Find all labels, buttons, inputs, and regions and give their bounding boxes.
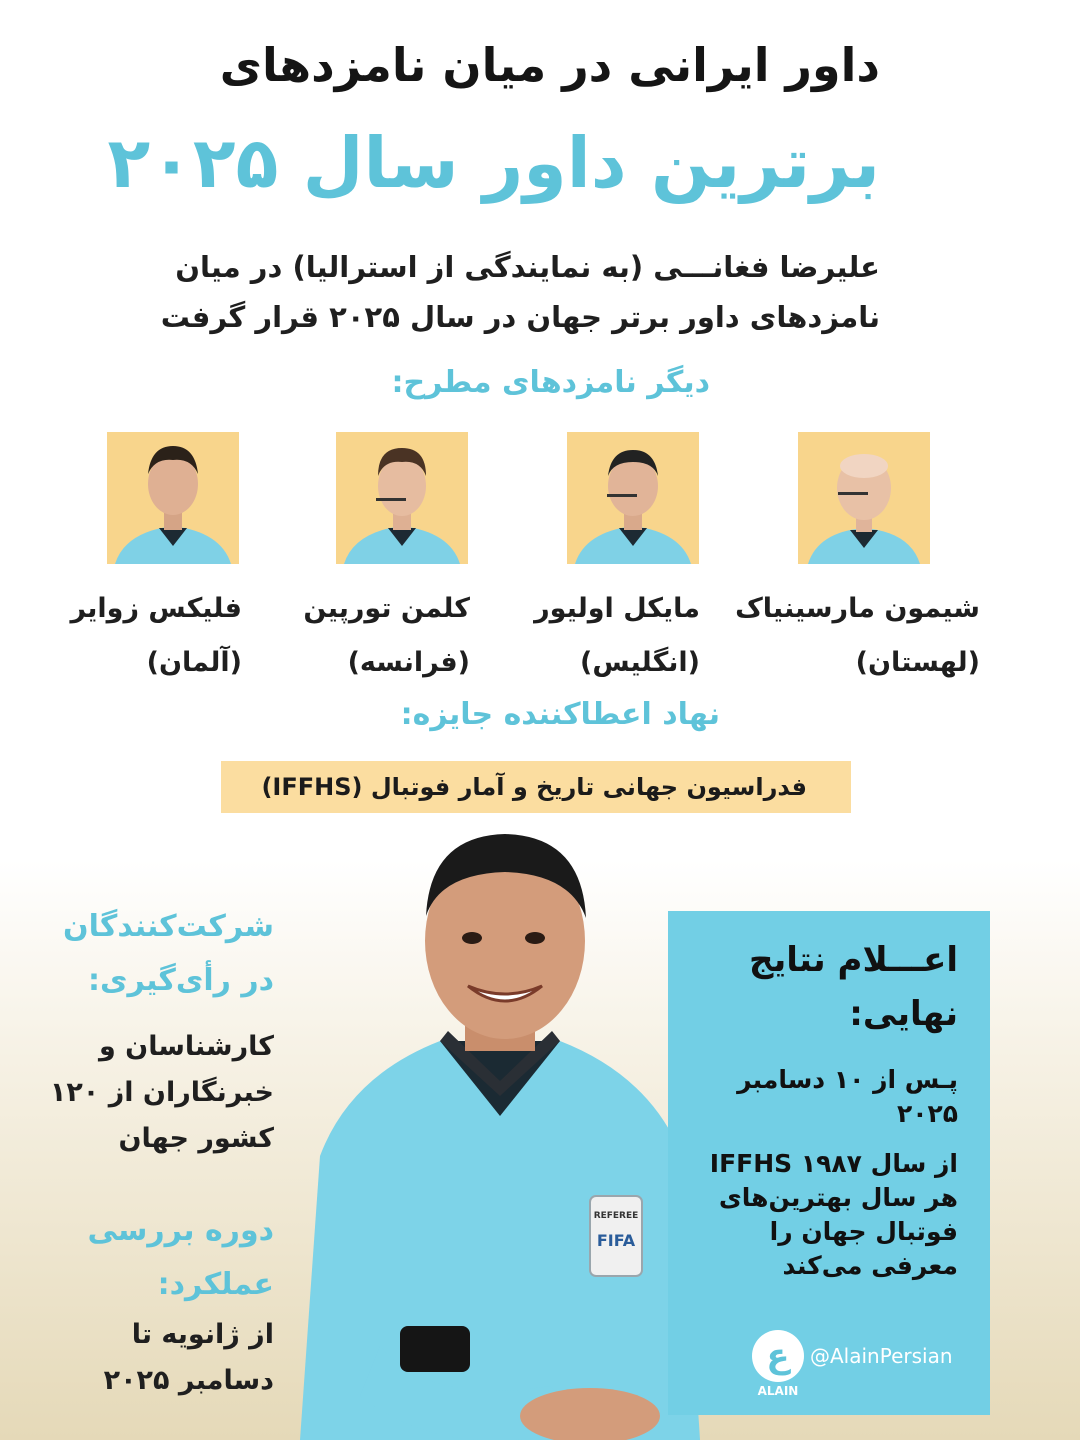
award-body: فدراسیون جهانی تاریخ و آمار فوتبال (IFFHS) xyxy=(221,761,851,813)
candidate-4-name: فلیکس زوایر xyxy=(70,593,242,624)
results-date-2: ۲۰۲۵ xyxy=(896,1099,958,1128)
results-box xyxy=(668,911,990,1415)
candidates-heading: دیگر نامزدهای مطرح: xyxy=(391,365,710,400)
results-info-4: معرفی می‌کند xyxy=(782,1251,958,1280)
voters-text-1: کارشناسان و xyxy=(98,1031,274,1062)
badge-label: REFEREE xyxy=(593,1211,639,1221)
badge-brand: FIFA xyxy=(596,1231,636,1250)
intro-line-2: نامزدهای داور برتر جهان در سال ۲۰۲۵ قرار گرفت xyxy=(160,300,880,334)
main-referee-photo xyxy=(290,826,710,1440)
candidate-3-country: (فرانسه) xyxy=(347,647,470,678)
candidate-1-country: (لهستان) xyxy=(855,647,980,678)
results-info xyxy=(688,1147,958,1283)
candidate-1-name: شیمون مارسینیاک xyxy=(735,593,980,624)
intro-line-1: علیرضا فغانـــی (به نمایندگی از استرالیا) در میان xyxy=(175,250,880,284)
portrait-marciniak xyxy=(798,432,930,564)
candidate-2-country: (انگلیس) xyxy=(580,647,700,678)
portrait-zwayer xyxy=(107,432,239,564)
title-line-1: داور ایرانی در میان نامزدهای xyxy=(219,38,880,92)
portrait-turpin xyxy=(336,432,468,564)
results-heading-2: نهایی: xyxy=(849,994,958,1034)
alain-logo-icon: ع xyxy=(752,1330,804,1382)
candidate-4-country: (آلمان) xyxy=(146,647,242,678)
voters-heading-1: شرکت‌کنندگان xyxy=(63,909,274,944)
results-heading-1: اعـــلام نتایج xyxy=(749,940,958,980)
period-section xyxy=(40,1204,274,1404)
period-text-1: از ژانویه تا xyxy=(131,1319,274,1350)
voters-text-2: خبرنگاران از ۱۲۰ xyxy=(49,1077,274,1108)
results-info-2: هر سال بهترین‌های xyxy=(718,1183,958,1212)
period-heading-1: دوره بررسی xyxy=(87,1213,274,1248)
candidate-2-name: مایکل اولیور xyxy=(534,593,700,624)
results-info-1: از سال ۱۹۸۷ IFFHS xyxy=(709,1149,958,1178)
social-handle: @AlainPersian xyxy=(810,1344,953,1368)
portrait-oliver xyxy=(567,432,699,564)
candidate-1 xyxy=(720,582,980,690)
candidate-4 xyxy=(0,582,242,690)
period-heading-2: عملکرد: xyxy=(157,1267,274,1302)
candidate-3 xyxy=(210,582,470,690)
intro-text xyxy=(80,242,880,342)
voters-text-3: کشور جهان xyxy=(118,1123,274,1154)
results-date-1: پـس از ۱۰ دسامبر xyxy=(737,1065,958,1094)
award-heading: نهاد اعطاکننده جایزه: xyxy=(400,697,720,732)
results-info-3: فوتبال جهان را xyxy=(769,1217,958,1246)
candidate-2 xyxy=(440,582,700,690)
results-date xyxy=(688,1063,958,1131)
voters-section xyxy=(40,900,274,1162)
alain-logo-text: ALAIN xyxy=(757,1384,799,1398)
voters-heading-2: در رأی‌گیری: xyxy=(87,963,274,998)
candidate-3-name: کلمن تورپین xyxy=(303,593,470,624)
title-line-2: برترین داور سال ۲۰۲۵ xyxy=(107,122,880,204)
period-text-2: دسامبر ۲۰۲۵ xyxy=(103,1365,274,1396)
